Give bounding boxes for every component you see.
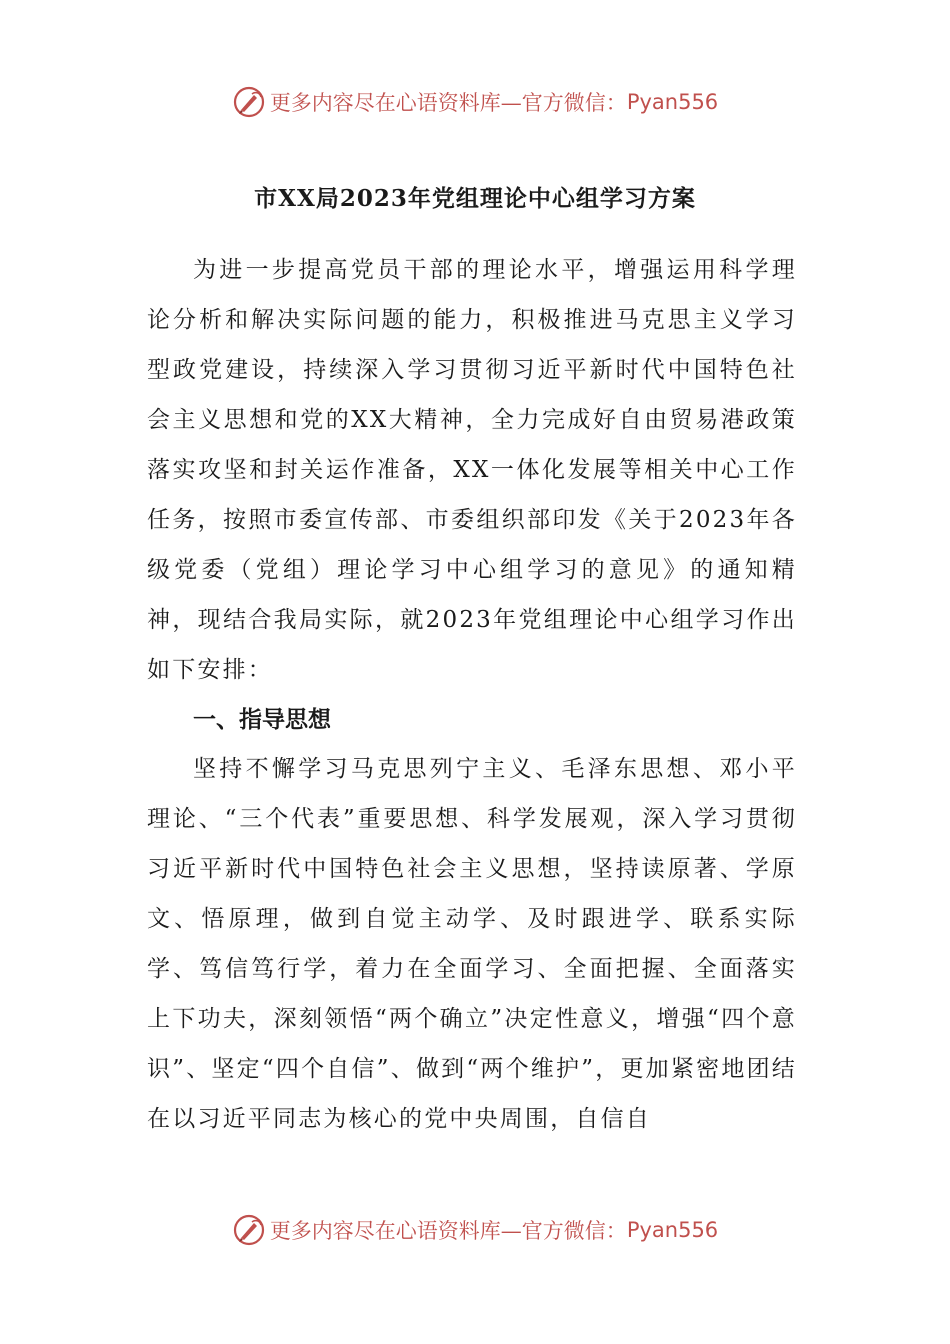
section-heading-guiding-ideology: 一、指导思想	[193, 707, 331, 733]
intro-paragraph: 为进一步提高党员干部的理论水平，增强运用科学理论分析和解决实际问题的能力，积极推进马克思主义学习型政党建设，持续深入学习贯彻习近平新时代中国特色社会主义思想和党的XX大精神，全力完成好自由贸易港政策落实攻坚和封关运作准备，XX一体化发展等相关中心工作任务，按照市委宣传部、市委组织部印发《关于2023年各级党委（党组）理论学习中心组学习的意见》的通知精神，现结合我局实际，就2023年党组理论中心组学习作出如下安排：	[147, 257, 797, 683]
footer-watermark	[0, 1208, 950, 1252]
pen-logo-icon	[232, 1213, 266, 1247]
wechat-id: Pyan556	[626, 1218, 719, 1242]
document-title: 市XX局2023年党组理论中心组学习方案	[254, 185, 696, 212]
wechat-id: Pyan556	[626, 90, 719, 114]
watermark-text: 更多内容尽在心语资料库—官方微信：	[269, 91, 627, 115]
watermark-text: 更多内容尽在心语资料库—官方微信：	[269, 1219, 627, 1243]
header-watermark	[0, 80, 950, 124]
pen-logo-icon	[232, 85, 266, 119]
guiding-ideology-paragraph: 坚持不懈学习马克思列宁主义、毛泽东思想、邓小平理论、“三个代表”重要思想、科学发展观，深入学习贯彻习近平新时代中国特色社会主义思想，坚持读原著、学原文、悟原理，做到自觉主动学、及时跟进学、联系实际学、笃信笃行学，着力在全面学习、全面把握、全面落实上下功夫，深刻领悟“两个确立”决定性意义，增强“四个意识”、坚定“四个自信”、做到“两个维护”，更加紧密地团结在以习近平同志为核心的党中央周围，自信自	[147, 756, 797, 1132]
